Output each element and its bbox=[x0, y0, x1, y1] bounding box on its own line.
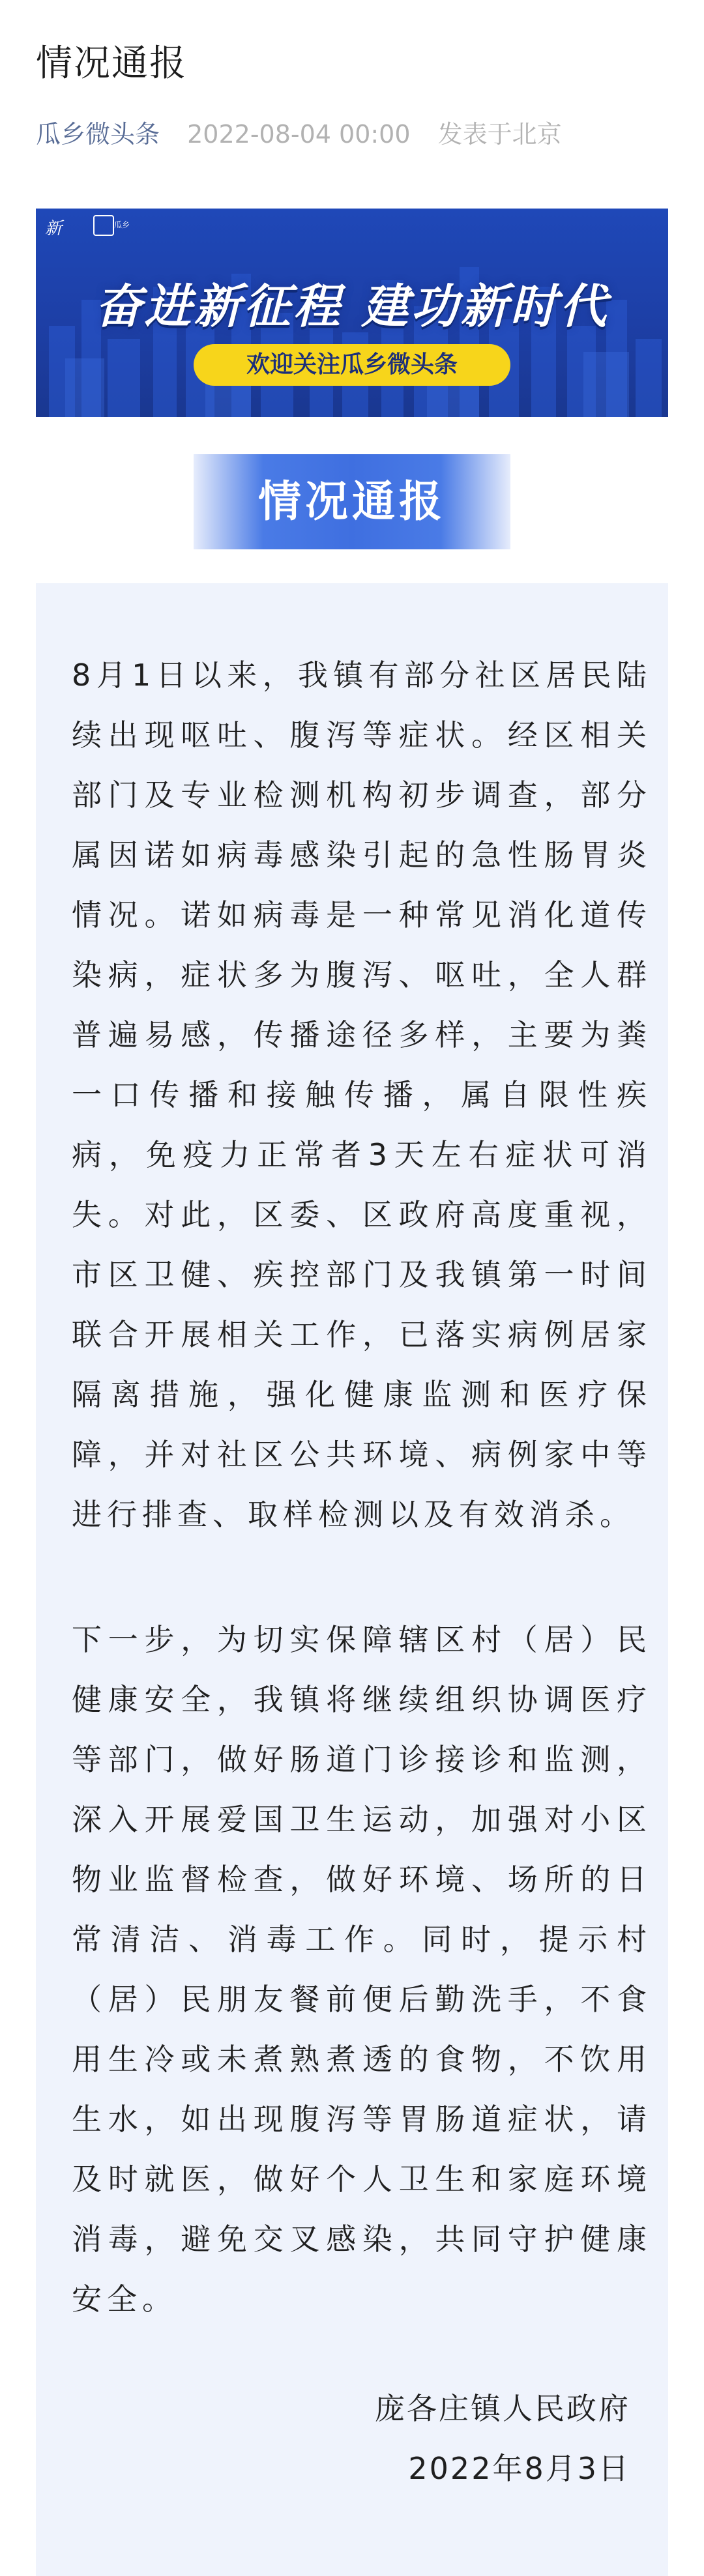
notice-paragraph: 8月1日以来，我镇有部分社区居民陆续出现呕吐、腹泻等症状。经区相关部门及专业检测机构初步调查，部分属因诺如病毒感染引起的急性肠胃炎情况。诺如病毒是一种常见消化道传染病，症状多为腹泻、呕吐，全人群普遍易感，传播途径多样，主要为粪一口传播和接触传播，属自限性疾病，免疫力正常者3天左右症状可消失。对此，区委、区政府高度重视，市区卫健、疾控部门及我镇第一时间联合开展相关工作，已落实病例居家隔离措施，强化健康监测和医疗保障，并对社区公共环境、病例家中等进行排查、取样检测以及有效消杀。 bbox=[72, 658, 652, 1532]
notice-content bbox=[36, 583, 668, 2576]
account-link[interactable]: 瓜乡微头条 bbox=[36, 120, 160, 149]
article-title: 情况通报 bbox=[36, 42, 187, 85]
article-meta bbox=[36, 116, 562, 152]
notice-heading: 情况通报 bbox=[194, 454, 510, 549]
notice-paragraph: 下一步，为切实保障辖区村（居）民健康安全，我镇将继续组织协调医疗等部门，做好肠道门诊接诊和监测，深入开展爱国卫生运动，加强对小区物业监督检查，做好环境、场所的日常清洁、消毒工作。同时，提示村（居）民朋友餐前便后勤洗手，不食用生冷或未煮熟煮透的食物，不饮用生水，如出现腹泻等胃肠道症状，请及时就医，做好个人卫生和家庭环境消毒，避免交叉感染，共同守护健康安全。 bbox=[72, 1622, 652, 2317]
brand-logo-sub: 瓜乡 bbox=[114, 220, 130, 229]
banner-image bbox=[36, 209, 668, 417]
publish-date: 2022-08-04 00:00 bbox=[187, 120, 411, 149]
publish-location: 发表于北京 bbox=[437, 120, 562, 149]
signature-date: 2022年8月3日 bbox=[408, 2451, 630, 2486]
banner-headline: 奋进新征程 建功新时代 bbox=[95, 279, 609, 334]
brand-logo-icon: 新 bbox=[45, 219, 63, 239]
banner-follow-pill: 欢迎关注瓜乡微头条 bbox=[194, 344, 510, 386]
signature-organization: 庞各庄镇人民政府 bbox=[375, 2391, 630, 2426]
emblem-icon bbox=[93, 215, 114, 236]
